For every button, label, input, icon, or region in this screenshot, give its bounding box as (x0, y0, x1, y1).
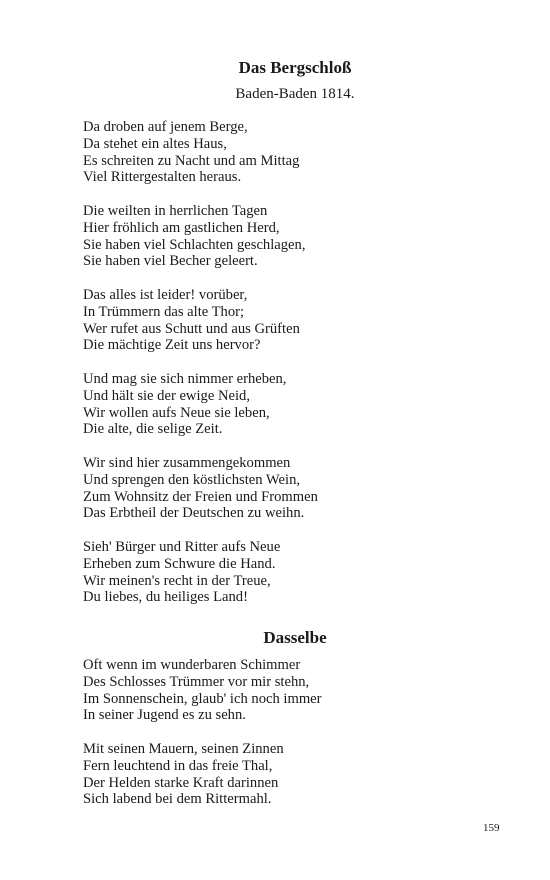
poem-line: In Trümmern das alte Thor; (83, 303, 245, 320)
poem-line: Sich labend bei dem Rittermahl. (83, 791, 272, 808)
poem-line: Wer rufet aus Schutt und aus Grüften (83, 320, 300, 337)
poem-line: Und mag sie sich nimmer erheben, (83, 371, 287, 387)
poem-line: Und hält sie der ewige Neid, (83, 387, 250, 404)
poem-line: Wir sind hier zusammengekommen (83, 455, 291, 471)
poem-line: Sie haben viel Becher geleert. (83, 253, 258, 270)
poem-subtitle: Baden-Baden 1814. (235, 86, 355, 102)
poem-line: Das Erbtheil der Deutschen zu weihn. (83, 505, 305, 522)
poem-line: Da stehet ein altes Haus, (83, 135, 227, 152)
poem-line: Die weilten in herrlichen Tagen (83, 203, 268, 219)
poem-line: Und sprengen den köstlichsten Wein, (83, 471, 301, 488)
poem-stanza (83, 741, 284, 808)
poem-line: Es schreiten zu Nacht und am Mittag (83, 152, 300, 169)
page-number: 159 (483, 822, 500, 834)
poem-line: Wir wollen aufs Neue sie leben, (83, 404, 270, 421)
poem-stanza (83, 539, 280, 606)
poem-line: Erheben zum Schwure die Hand. (83, 555, 276, 572)
poem-line: Sieh' Bürger und Ritter aufs Neue (83, 539, 281, 555)
poem-line: In seiner Jugend es zu sehn. (83, 707, 246, 724)
poem-line: Mit seinen Mauern, seinen Zinnen (83, 741, 284, 757)
poem-line: Die mächtige Zeit uns hervor? (83, 337, 261, 354)
poem-line: Fern leuchtend in das freie Thal, (83, 757, 273, 774)
poem-stanza (83, 287, 300, 354)
poem-title: Das Bergschloß (238, 58, 352, 77)
poem-line: Sie haben viel Schlachten geschlagen, (83, 236, 306, 253)
poem-line: Da droben auf jenem Berge, (83, 119, 248, 135)
poem-line: Wir meinen's recht in der Treue, (83, 572, 271, 589)
poem-line: Oft wenn im wunderbaren Schimmer (83, 657, 301, 673)
poem-stanza (83, 119, 299, 186)
poem-line: Hier fröhlich am gastlichen Herd, (83, 219, 280, 236)
poem-line: Das alles ist leider! vorüber, (83, 287, 248, 303)
poem-stanza (83, 657, 322, 724)
poem-line: Im Sonnenschein, glaub' ich noch immer (83, 690, 322, 707)
poem-line: Du liebes, du heiliges Land! (83, 589, 248, 606)
poem-line: Des Schlosses Trümmer vor mir stehn, (83, 673, 310, 690)
poem-stanza (83, 455, 318, 522)
poem-line: Viel Rittergestalten heraus. (83, 169, 242, 186)
poem-stanza (83, 371, 286, 438)
poem-line: Zum Wohnsitz der Freien und Frommen (83, 488, 318, 505)
poem-stanza (83, 203, 305, 270)
poem-line: Der Helden starke Kraft darinnen (83, 774, 279, 791)
poem-line: Die alte, die selige Zeit. (83, 421, 223, 438)
poem-title: Dasselbe (263, 628, 327, 647)
